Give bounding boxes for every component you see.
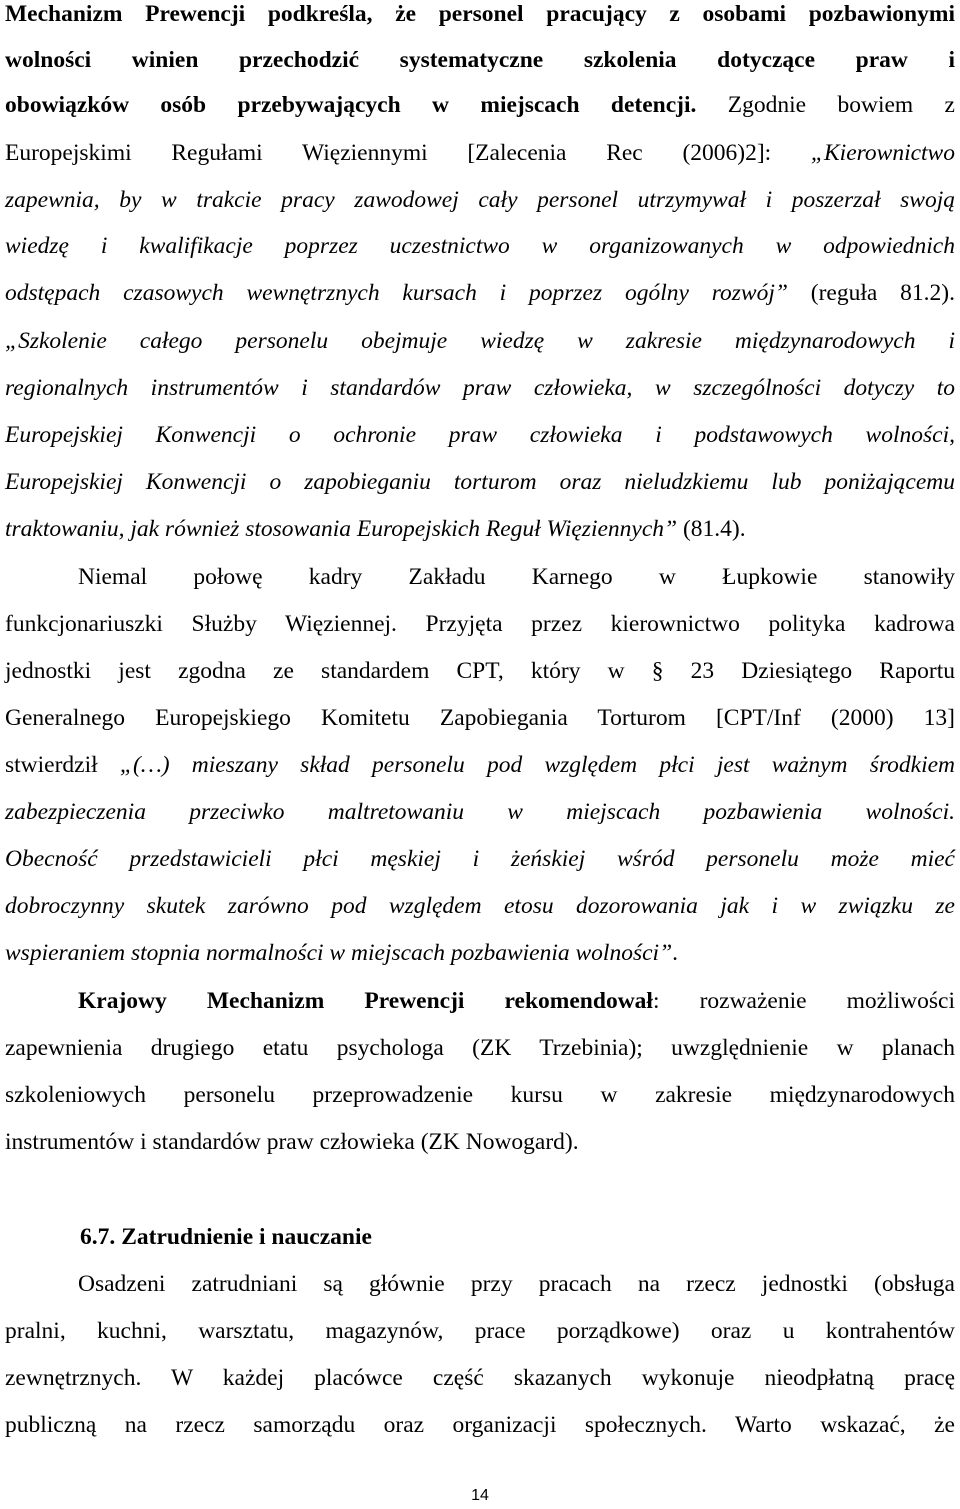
text-line: Niemal połowę kadry Zakładu Karnego w Łupkowie stanowiły bbox=[78, 564, 955, 590]
text-line: wspieraniem stopnia normalności w miejscach pozbawienia wolności”. bbox=[5, 940, 679, 966]
text-line: obowiązków osób przebywających w miejscach detencji. Zgodnie bowiem z bbox=[5, 92, 955, 118]
text-line: szkoleniowych personelu przeprowadzenie kursu w zakresie międzynarodowych bbox=[5, 1082, 955, 1108]
text-line: instrumentów i standardów praw człowieka (ZK Nowogard). bbox=[5, 1129, 579, 1155]
text-line: odstępach czasowych wewnętrznych kursach i poprzez ogólny rozwój” (reguła 81.2). bbox=[5, 280, 955, 306]
text-line: Europejskiej Konwencji o zapobieganiu torturom oraz nieludzkiemu lub poniżającemu bbox=[5, 469, 955, 495]
text-line: Europejskimi Regułami Więziennymi [Zalecenia Rec (2006)2]: „Kierownictwo bbox=[5, 140, 955, 166]
text-line: jednostki jest zgodna ze standardem CPT, który w § 23 Dziesiątego Raportu bbox=[5, 658, 955, 684]
text-line: Europejskiej Konwencji o ochronie praw człowieka i podstawowych wolności, bbox=[5, 422, 955, 448]
text-line: stwierdził „(…) mieszany skład personelu pod względem płci jest ważnym środkiem bbox=[5, 752, 955, 778]
text-line: zapewnia, by w trakcie pracy zawodowej cały personel utrzymywał i poszerzał swoją bbox=[5, 187, 955, 213]
text-line: zabezpieczenia przeciwko maltretowaniu w miejscach pozbawienia wolności. bbox=[5, 799, 955, 825]
text-line: wiedzę i kwalifikacje poprzez uczestnictwo w organizowanych w odpowiednich bbox=[5, 233, 955, 259]
text-line: zewnętrznych. W każdej placówce część skazanych wykonuje nieodpłatną pracę bbox=[5, 1365, 955, 1391]
section-heading bbox=[80, 1219, 372, 1255]
page-number: 14 bbox=[471, 1487, 489, 1504]
text-line: Obecność przedstawicieli płci męskiej i żeńskiej wśród personelu może mieć bbox=[5, 846, 955, 872]
text-line: „Szkolenie całego personelu obejmuje wiedzę w zakresie międzynarodowych i bbox=[5, 328, 955, 354]
text-line: Generalnego Europejskiego Komitetu Zapobiegania Torturom [CPT/Inf (2000) 13] bbox=[5, 705, 955, 731]
text-line: funkcjonariuszki Służby Więziennej. Przyjęta przez kierownictwo polityka kadrowa bbox=[5, 611, 955, 637]
text-line: publiczną na rzecz samorządu oraz organizacji społecznych. Warto wskazać, że bbox=[5, 1412, 955, 1438]
text-line: dobroczynny skutek zarówno pod względem etosu dozorowania jak i w związku ze bbox=[5, 893, 955, 919]
text-line: Osadzeni zatrudniani są głównie przy pracach na rzecz jednostki (obsługa bbox=[78, 1271, 955, 1297]
text-line: Krajowy Mechanizm Prewencji rekomendował: rozważenie możliwości bbox=[78, 988, 955, 1014]
text-line: wolności winien przechodzić systematyczne szkolenia dotyczące praw i bbox=[5, 47, 955, 73]
text-line: Mechanizm Prewencji podkreśla, że personel pracujący z osobami pozbawionymi bbox=[5, 1, 955, 27]
text-line: traktowaniu, jak również stosowania Europejskich Reguł Więziennych” (81.4). bbox=[5, 516, 746, 542]
text-line: pralni, kuchni, warsztatu, magazynów, prace porządkowe) oraz u kontrahentów bbox=[5, 1318, 955, 1344]
text-line: regionalnych instrumentów i standardów praw człowieka, w szczególności dotyczy to bbox=[5, 375, 955, 401]
section-title: Zatrudnienie i nauczanie bbox=[121, 1224, 372, 1250]
text-line: zapewnienia drugiego etatu psychologa (ZK Trzebinia); uwzględnienie w planach bbox=[5, 1035, 955, 1061]
section-number: 6.7. bbox=[80, 1224, 116, 1250]
